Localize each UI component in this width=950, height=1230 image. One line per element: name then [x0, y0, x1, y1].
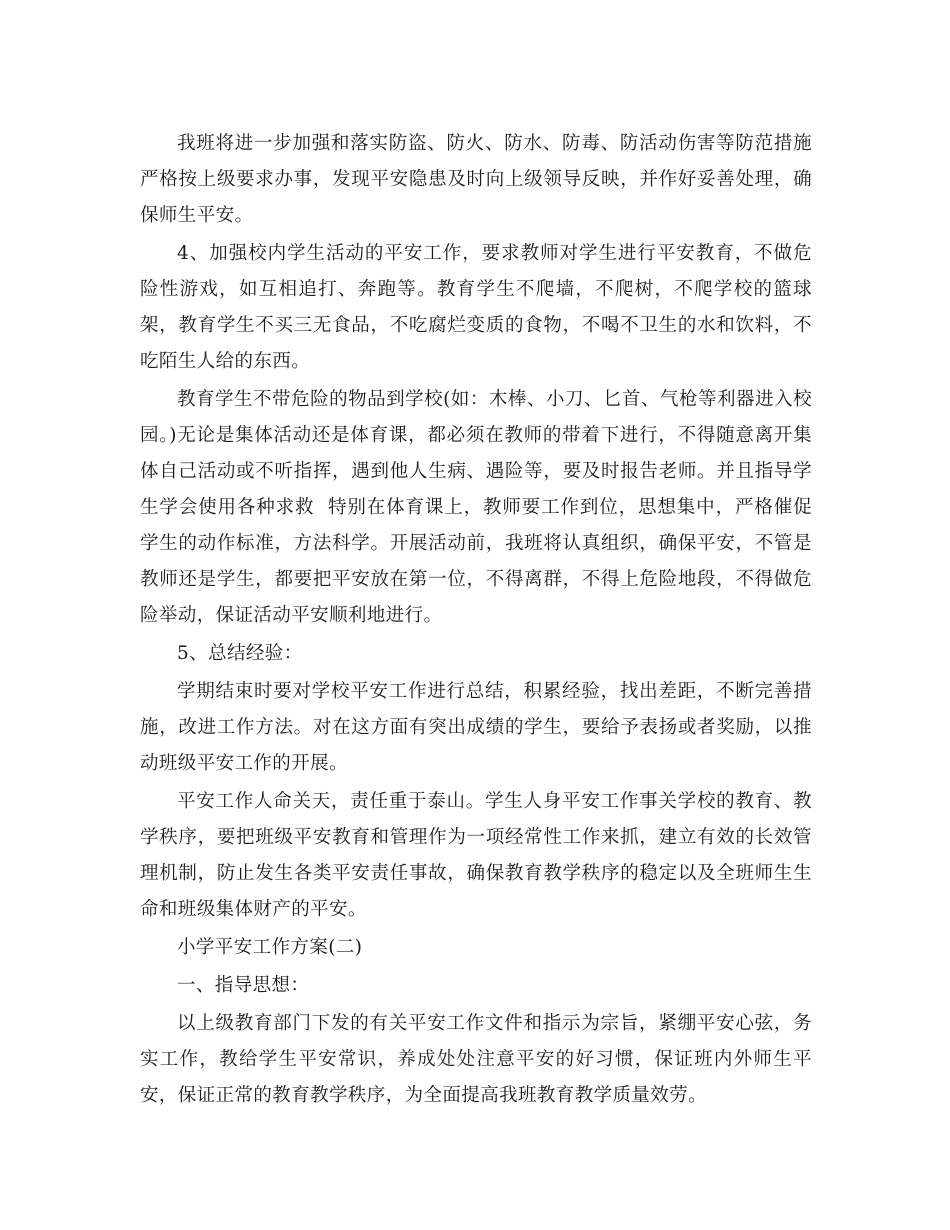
heading-guiding-ideology: 一、指导思想： [177, 975, 310, 996]
paragraph-dangerous-items: 教育学生不带危险的物品到学校(如：木棒、小刀、匕首、气枪等利器进入校园。)无论是集体活动还是体育课，都必须在教师的带着下进行，不得随意离开集体自己活动或不听指挥，遇到他人生病、遇险等，要及时报告老师。并且指导学生学会使用各种求救 特别在体育课上，教师要工作到位，思想集中，严格催促学生的动作标准，方法科学。开展活动前，我班将认真组织，确保平安，不管是教师还是学生，都要把平安放在第一位，不得离群，不得上危险地段，不得做危险举动，保证活动平安顺利地进行。 [140, 389, 812, 626]
heading-plan-two: 小学平安工作方案(二) [177, 937, 363, 958]
paragraph-campus-activities: 4、加强校内学生活动的平安工作，要求教师对学生进行平安教育，不做危险性游戏，如互相追打、奔跑等。教育学生不爬墙，不爬树，不爬学校的篮球架，教育学生不买三无食品，不吃腐烂变质的食物，不喝不卫生的水和饮料，不吃陌生人给的东西。 [140, 243, 812, 372]
document-body [140, 126, 812, 1116]
paragraph-responsibility: 平安工作人命关天，责任重于泰山。学生人身平安工作事关学校的教育、教学秩序，要把班级平安教育和管理作为一项经常性工作来抓，建立有效的长效管理机制，防止发生各类平安责任事故，确保教育教学秩序的稳定以及全班师生生命和班级集体财产的平安。 [140, 791, 812, 920]
paragraph-guiding-ideology: 以上级教育部门下发的有关平安工作文件和指示为宗旨，紧绷平安心弦，务实工作，教给学生平安常识，养成处处注意平安的好习惯，保证班内外师生平安，保证正常的教育教学秩序，为全面提高我班教育教学质量效劳。 [140, 1013, 812, 1106]
paragraph-semester-summary: 学期结束时要对学校平安工作进行总结，积累经验，找出差距，不断完善措施，改进工作方法。对在这方面有突出成绩的学生，要给予表扬或者奖励，以推动班级平安工作的开展。 [140, 681, 812, 774]
heading-summarize-experience: 5、总结经验： [177, 643, 303, 664]
paragraph-safety-measures: 我班将进一步加强和落实防盗、防火、防水、防毒、防活动伤害等防范措施严格按上级要求办事，发现平安隐患及时向上级领导反映，并作好妥善处理，确保师生平安。 [140, 133, 812, 226]
